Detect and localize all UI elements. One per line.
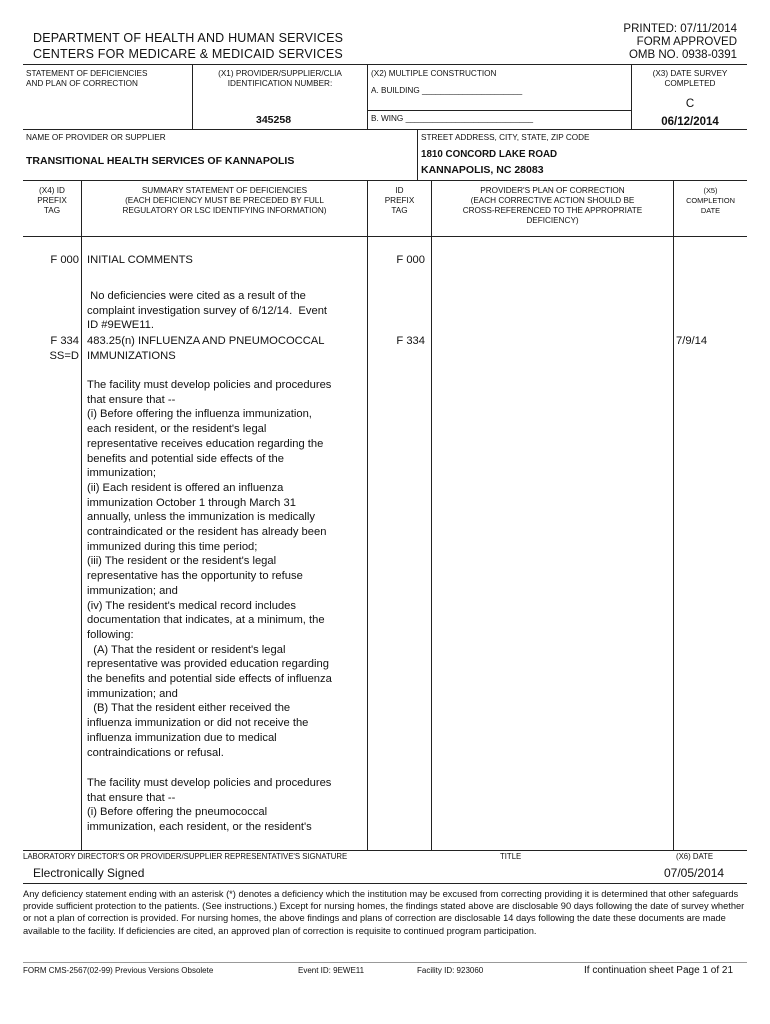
summary-header-2: (EACH DEFICIENCY MUST BE PRECEDED BY FULL xyxy=(125,196,324,205)
body-line: No deficiencies were cited as a result of the xyxy=(87,290,306,302)
col-divider-1 xyxy=(81,180,82,850)
plan-header xyxy=(432,186,673,226)
tag-f000-right: F 000 xyxy=(396,254,425,266)
tag-f334: F 334 xyxy=(50,335,79,347)
col-divider-4 xyxy=(673,180,674,850)
col-divider-2 xyxy=(367,180,368,850)
x5-header-3: DATE xyxy=(700,206,721,215)
body-line: following: xyxy=(87,628,134,641)
title-label: TITLE xyxy=(500,852,522,861)
plan-header-2: (EACH CORRECTIVE ACTION SHOULD BE xyxy=(470,196,635,205)
provider-id-number: 345258 xyxy=(256,114,292,126)
event-id: Event ID: 9EWE11 xyxy=(298,966,365,975)
id-header-1: ID xyxy=(395,186,404,195)
id-header-2: PREFIX xyxy=(384,196,415,205)
dept-line-1: DEPARTMENT OF HEALTH AND HUMAN SERVICES xyxy=(33,31,344,45)
body-block-b xyxy=(87,334,325,363)
printed-date: PRINTED: 07/11/2014 xyxy=(623,23,737,35)
form-number: FORM CMS-2567(02-99) Previous Versions Obsolete xyxy=(23,966,214,975)
x6-date-label: (X6) DATE xyxy=(676,852,714,861)
facility-id: Facility ID: 923060 xyxy=(417,966,484,975)
x1-label-1: (X1) PROVIDER/SUPPLIER/CLIA xyxy=(218,69,342,78)
x4-header-2: PREFIX xyxy=(37,196,67,205)
x3-label-2: COMPLETED xyxy=(664,79,716,88)
x5-header xyxy=(674,186,747,216)
plan-header-1: PROVIDER'S PLAN OF CORRECTION xyxy=(480,186,625,195)
box1-divider-1 xyxy=(192,64,193,129)
x3-label-1: (X3) DATE SURVEY xyxy=(652,69,728,78)
x4-header xyxy=(23,186,81,216)
body-line: (iv) The resident's medical record includes xyxy=(87,599,296,612)
footer-divider xyxy=(23,962,747,963)
omb-number: OMB NO. 0938-0391 xyxy=(628,49,737,61)
body-line: immunization; xyxy=(87,467,157,480)
address-line-1: 1810 CONCORD LAKE ROAD xyxy=(421,149,558,160)
body-line: immunization, each resident, or the resident's xyxy=(87,821,312,834)
provider-name: TRANSITIONAL HEALTH SERVICES OF KANNAPOLIS xyxy=(26,155,295,167)
id-header-3: TAG xyxy=(391,206,408,215)
body-line: representative has the opportunity to refuse xyxy=(87,570,303,583)
survey-date: 06/12/2014 xyxy=(661,116,719,128)
building-wing-divider xyxy=(367,110,631,111)
page-indicator: If continuation sheet Page 1 of 21 xyxy=(584,965,733,976)
body-block-d xyxy=(87,776,331,835)
body-line: IMMUNIZATIONS xyxy=(87,349,176,362)
x5-header-1: (X5) xyxy=(703,186,718,195)
wing-field: B. WING ____________________________ xyxy=(371,114,534,123)
tag-f000: F 000 xyxy=(50,254,79,266)
body-line: each resident, or the resident's legal xyxy=(87,423,267,436)
box1-divider-3 xyxy=(631,64,632,129)
box1-divider-2 xyxy=(367,64,368,129)
summary-header xyxy=(82,186,367,216)
body-line: representative receives education regarding the xyxy=(87,437,324,450)
signature-value: Electronically Signed xyxy=(33,866,145,880)
x1-label xyxy=(194,69,366,89)
body-block-a xyxy=(87,289,327,333)
table-bottom-border xyxy=(23,850,747,851)
x4-header-1: (X4) ID xyxy=(39,186,65,195)
x3-label xyxy=(633,69,747,89)
body-line: immunization; and xyxy=(87,584,178,597)
body-line: documentation that indicates, at a minimum, the xyxy=(87,614,325,627)
statement-label-1: STATEMENT OF DEFICIENCIES xyxy=(26,69,148,78)
tag-f334-scope: SS=D xyxy=(49,350,79,362)
address-label: STREET ADDRESS, CITY, STATE, ZIP CODE xyxy=(421,133,590,142)
box1-bottom-border xyxy=(23,129,747,130)
completion-date: 7/9/14 xyxy=(676,335,708,347)
body-line: (i) Before offering the pneumococcal xyxy=(87,806,268,819)
body-line: influenza immunization due to medical xyxy=(87,731,277,744)
plan-header-4: DEFICIENCY) xyxy=(526,216,579,225)
body-line: (iii) The resident or the resident's legal xyxy=(87,555,277,568)
x5-header-2: COMPLETION xyxy=(686,196,735,205)
body-line: contraindications or refusal. xyxy=(87,746,224,759)
body-line: The facility must develop policies and procedures xyxy=(87,777,332,789)
provider-name-label: NAME OF PROVIDER OR SUPPLIER xyxy=(26,133,166,142)
disclosure-note: Any deficiency statement ending with an asterisk (*) denotes a deficiency which the institution may be excused from correcting providing it is determined that other safeguards provide sufficient protection to the patients. (See instructions.) Except for nursing homes, the findings stated above are disclosable 90 days following the date of survey whether or not a plan of correction is provided. For nursing homes, the above findings and plans of correction are disclosable 14 days following the date these documents are made available to the facility. If deficiencies are cited, an approved plan of correction is requisite to continued program participation. xyxy=(23,889,745,936)
body-line: the benefits and potential side effects of influenza xyxy=(87,673,332,686)
body-line: The facility must develop policies and procedures xyxy=(87,379,332,391)
agency-header xyxy=(33,30,343,62)
x2-label: (X2) MULTIPLE CONSTRUCTION xyxy=(371,69,497,78)
body-line: immunized during this time period; xyxy=(87,540,258,553)
x1-label-2: IDENTIFICATION NUMBER: xyxy=(227,79,333,88)
form-status xyxy=(623,23,737,62)
body-line: (i) Before offering the influenza immunization, xyxy=(87,408,312,421)
signature-bottom-border xyxy=(23,883,747,884)
col-divider-3 xyxy=(431,180,432,850)
summary-header-3: REGULATORY OR LSC IDENTIFYING INFORMATION) xyxy=(122,206,327,215)
body-line: that ensure that -- xyxy=(87,393,176,406)
building-field: A. BUILDING ______________________ xyxy=(371,86,523,95)
statement-label xyxy=(26,69,147,89)
body-line: benefits and potential side effects of the xyxy=(87,452,284,465)
body-line: immunization; and xyxy=(87,687,178,700)
top-border xyxy=(23,64,747,65)
signature-label: LABORATORY DIRECTOR'S OR PROVIDER/SUPPLIER REPRESENTATIVE'S SIGNATURE xyxy=(23,852,348,861)
body-line: immunization October 1 through March 31 xyxy=(87,496,296,509)
provider-bottom-border xyxy=(23,180,747,181)
dept-line-2: CENTERS FOR MEDICARE & MEDICAID SERVICES xyxy=(33,47,343,61)
body-line: (B) That the resident either received the xyxy=(87,702,291,715)
x4-header-3: TAG xyxy=(43,206,61,215)
initial-comments-heading: INITIAL COMMENTS xyxy=(87,254,193,266)
body-line: (ii) Each resident is offered an influenza xyxy=(87,481,284,494)
form-approved: FORM APPROVED xyxy=(636,36,737,48)
body-block-c xyxy=(87,378,332,760)
column-header-bottom-border xyxy=(23,236,747,237)
body-line: influenza immunization or did not receive the xyxy=(87,717,309,730)
statement-label-2: AND PLAN OF CORRECTION xyxy=(26,79,138,88)
body-line: representative was provided education regarding xyxy=(87,658,329,671)
signature-date: 07/05/2014 xyxy=(664,866,725,880)
body-line: ID #9EWE11. xyxy=(87,319,154,332)
address-line-2: KANNAPOLIS, NC 28083 xyxy=(421,164,544,176)
summary-header-1: SUMMARY STATEMENT OF DEFICIENCIES xyxy=(141,186,308,195)
body-line: annually, unless the immunization is medically xyxy=(87,511,315,524)
body-line: that ensure that -- xyxy=(87,791,176,804)
body-line: 483.25(n) INFLUENZA AND PNEUMOCOCCAL xyxy=(87,335,325,347)
survey-code: C xyxy=(685,98,695,110)
provider-address-divider xyxy=(417,129,418,180)
tag-f334-right: F 334 xyxy=(396,335,425,347)
body-line: contraindicated or the resident has already been xyxy=(87,526,327,539)
plan-header-3: CROSS-REFERENCED TO THE APPROPRIATE xyxy=(462,206,643,215)
body-line: complaint investigation survey of 6/12/14. Event xyxy=(87,304,328,317)
id-header xyxy=(368,186,431,216)
body-line: (A) That the resident or resident's legal xyxy=(87,643,286,656)
